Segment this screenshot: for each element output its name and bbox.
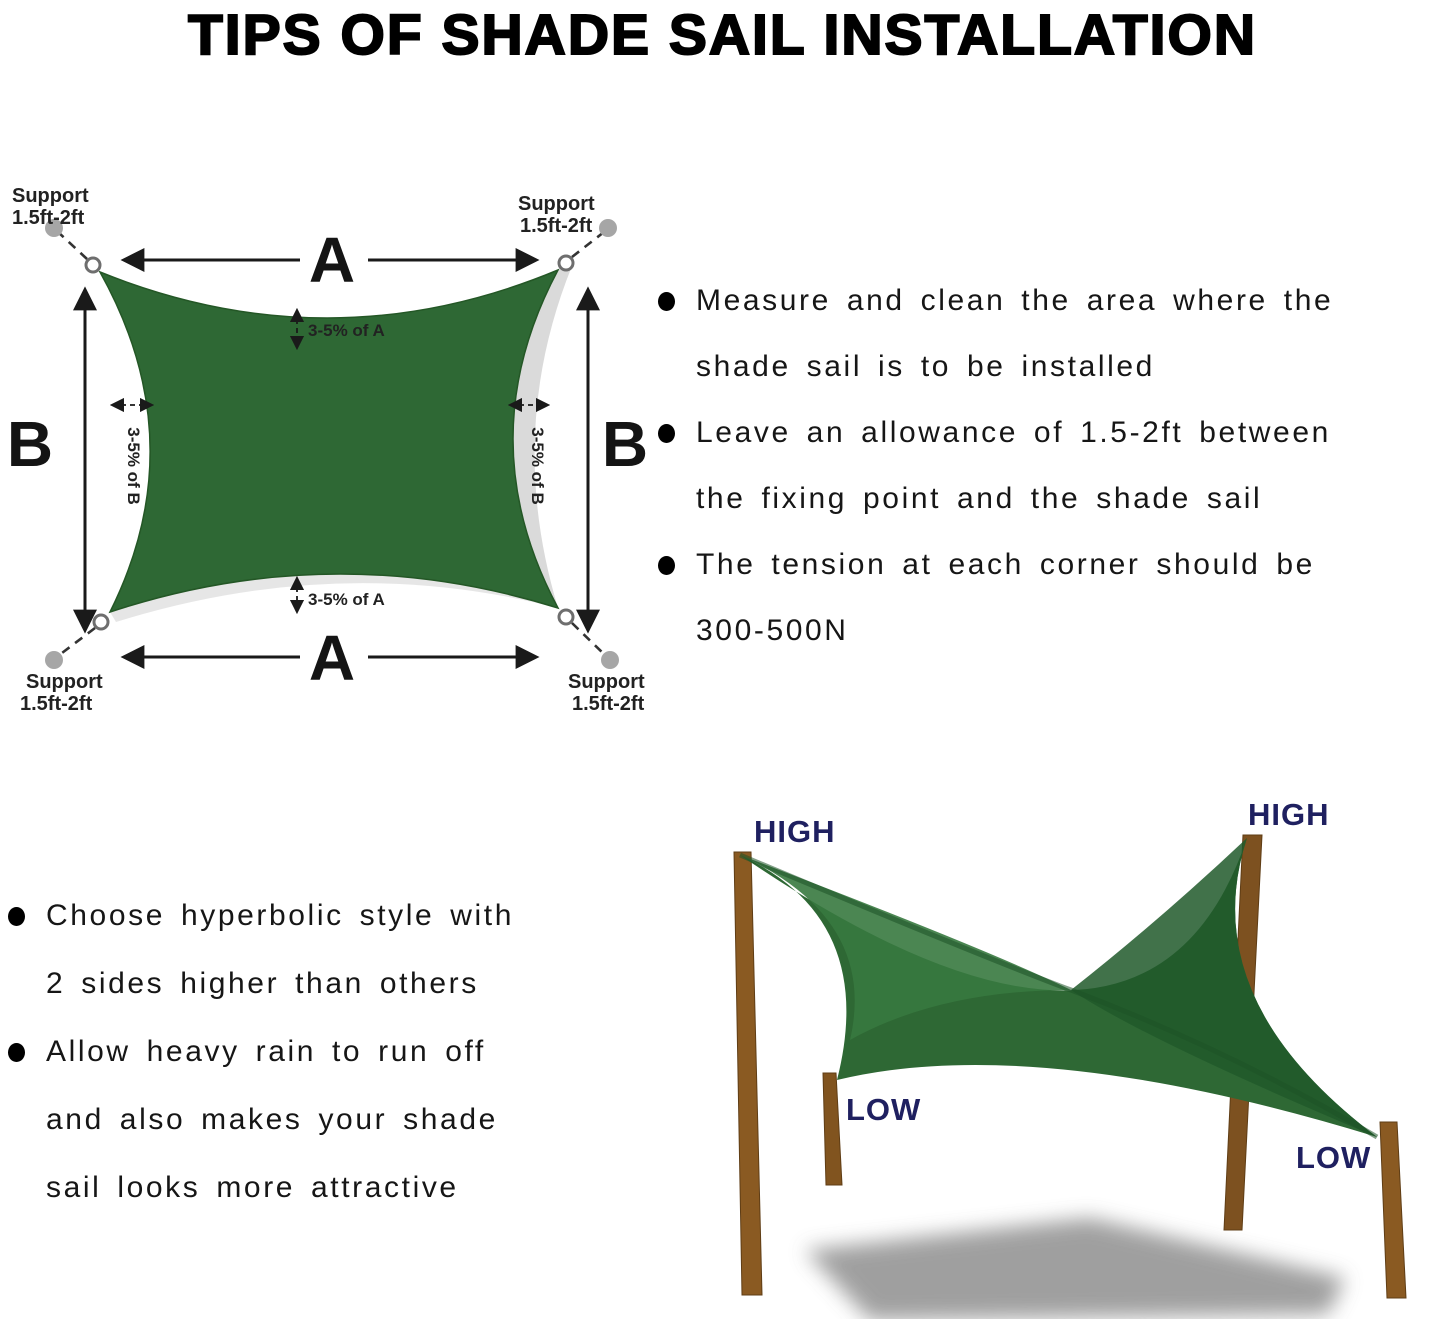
tip-row — [8, 1154, 656, 1222]
dim-b-right-letter: B — [601, 408, 649, 480]
tip-row — [658, 400, 1445, 466]
bullet-icon — [658, 292, 675, 311]
support-label-top-right-2: 1.5ft-2ft — [520, 215, 593, 237]
support-point-bottom-left — [45, 651, 63, 669]
corner-ring-top-left — [86, 258, 100, 272]
support-label-top-right-1: Support — [518, 193, 595, 215]
label-high-right: HIGH — [1248, 797, 1330, 832]
post-low-right — [1380, 1122, 1406, 1298]
tip-text: Leave an allowance of 1.5-2ft between — [696, 416, 1331, 449]
corner-ring-top-right — [559, 256, 573, 270]
sag-a-top-label: 3-5% of A — [308, 321, 385, 340]
support-label-bottom-right-1: Support — [568, 671, 645, 693]
post-low-left — [823, 1073, 842, 1185]
label-low-left: LOW — [846, 1092, 922, 1127]
support-label-top-left-2: 1.5ft-2ft — [12, 207, 85, 229]
hyperbolic-installation-illustration — [690, 780, 1445, 1319]
tip-text: 2 sides higher than others — [46, 967, 479, 1000]
hyperbolic-tips-list — [8, 882, 656, 1222]
page-title: TIPS OF SHADE SAIL INSTALLATION — [187, 3, 1258, 67]
tip-row — [8, 950, 656, 1018]
tip-text: the fixing point and the shade sail — [696, 482, 1263, 515]
tip-row — [658, 268, 1445, 334]
tip-row — [658, 532, 1445, 598]
tip-text: Choose hyperbolic style with — [46, 899, 514, 932]
tip-row — [8, 1086, 656, 1154]
tip-text: 300-500N — [696, 614, 849, 647]
support-label-bottom-right-2: 1.5ft-2ft — [572, 693, 645, 715]
label-high-left: HIGH — [754, 814, 836, 849]
dim-b-left-letter: B — [6, 408, 54, 480]
tip-text: The tension at each corner should be — [696, 548, 1315, 581]
tip-row — [658, 466, 1445, 532]
support-label-bottom-left-2: 1.5ft-2ft — [20, 693, 93, 715]
corner-ring-bottom-right — [559, 610, 573, 624]
tip-row — [658, 598, 1445, 664]
post-high-left — [734, 852, 762, 1295]
bullet-icon — [8, 907, 25, 926]
tip-text: shade sail is to be installed — [696, 350, 1155, 383]
support-point-top-right — [599, 219, 617, 237]
tip-row — [8, 1018, 656, 1086]
corner-ring-bottom-left — [94, 615, 108, 629]
bullet-icon — [658, 424, 675, 443]
bullet-icon — [8, 1043, 25, 1062]
tip-row — [8, 882, 656, 950]
tip-text: Allow heavy rain to run off — [46, 1035, 486, 1068]
support-point-bottom-right — [601, 651, 619, 669]
dim-a-bottom-letter: A — [308, 622, 356, 694]
sag-a-bottom-label: 3-5% of A — [308, 590, 385, 609]
tip-text: Measure and clean the area where the — [696, 284, 1334, 317]
tip-text: sail looks more attractive — [46, 1171, 459, 1204]
sail-ground-shadow — [805, 1218, 1345, 1319]
installation-tips-list — [658, 268, 1445, 664]
label-low-right: LOW — [1296, 1140, 1372, 1175]
sag-b-right-label: 3-5% of B — [528, 427, 547, 505]
support-label-bottom-left-1: Support — [26, 671, 103, 693]
dim-a-top-letter: A — [308, 224, 356, 296]
sag-b-left-label: 3-5% of B — [124, 427, 143, 505]
support-label-top-left-1: Support — [12, 185, 89, 207]
tip-text: and also makes your shade — [46, 1103, 498, 1136]
bullet-icon — [658, 556, 675, 575]
tip-row — [658, 334, 1445, 400]
shade-sail-dimension-diagram — [0, 170, 660, 730]
